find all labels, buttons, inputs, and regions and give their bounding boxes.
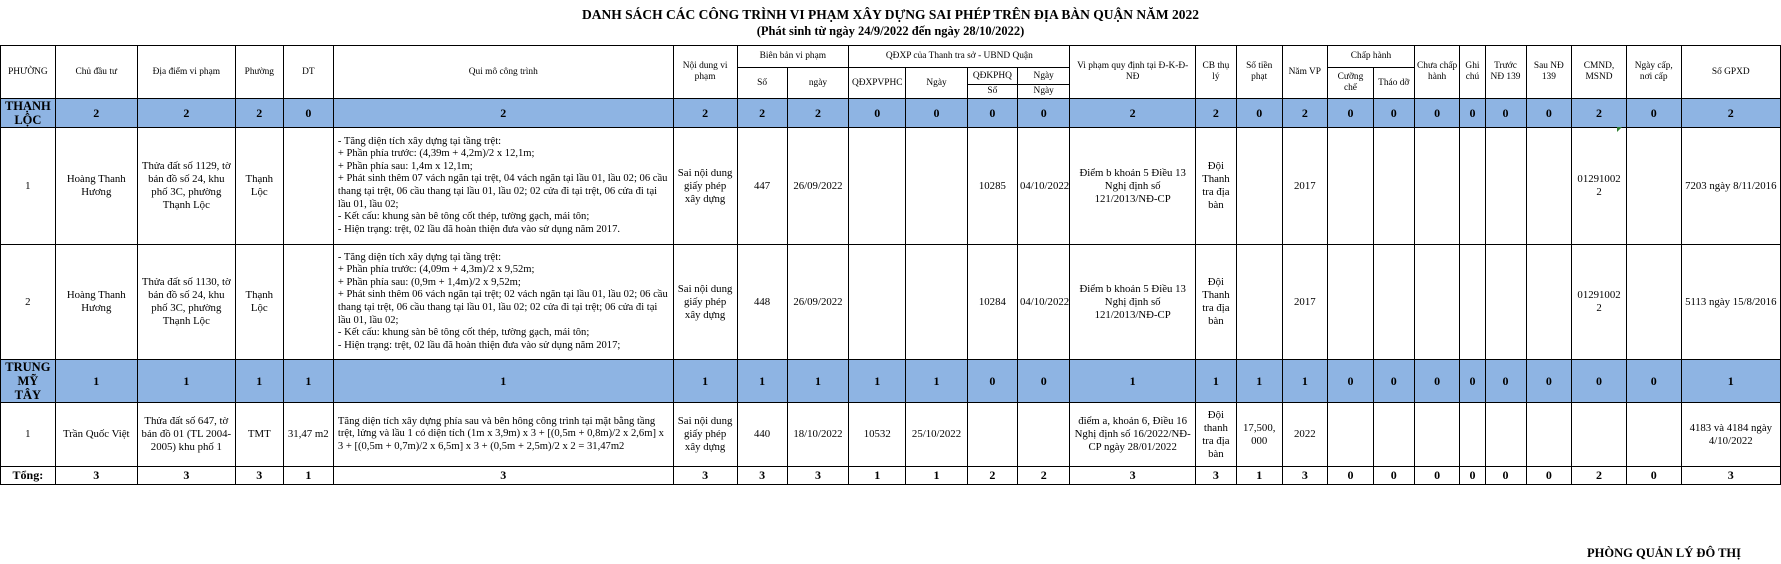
cell-cmnd xyxy=(1572,403,1627,467)
cell-bb-ngay: 26/09/2022 xyxy=(787,128,849,245)
summary-cell: 1 xyxy=(283,360,333,403)
cell-cmnd: 01291002 2 xyxy=(1572,128,1627,245)
total-cell: 3 xyxy=(787,467,849,485)
ward-summary-row xyxy=(1,99,1781,128)
cell-chu-dau-tu: Hoàng Thanh Hương xyxy=(55,128,137,245)
report-heading xyxy=(0,0,1781,44)
cell-vi-pham-qd: Điểm b khoản 5 Điều 13 Nghị định số 121/2013/NĐ-CP xyxy=(1070,245,1195,360)
total-cell: 0 xyxy=(1414,467,1460,485)
cell-qdxp-ngay xyxy=(906,128,968,245)
scale-line: - Tăng diện tích xây dựng tại tầng trệt: xyxy=(337,251,502,263)
header-bien-ban: Biên bản vi phạm xyxy=(737,46,849,68)
cell-nam-vp: 2017 xyxy=(1282,245,1328,360)
cell-dt xyxy=(283,128,333,245)
office-signature: PHÒNG QUẢN LÝ ĐÔ THỊ xyxy=(1587,546,1741,560)
cell-noi-dung: Sai nội dung giấy phép xây dựng xyxy=(673,128,737,245)
summary-cell: 0 xyxy=(1485,360,1526,403)
scale-description xyxy=(333,245,673,360)
cell-so-tien-phat xyxy=(1236,245,1282,360)
header-qdkphq-so: Số xyxy=(967,85,1017,99)
report-subtitle: (Phát sinh từ ngày 24/9/2022 đến ngày 28/10/2022) xyxy=(756,24,1025,38)
summary-cell: 1 xyxy=(137,360,235,403)
cell-qdxpvphc xyxy=(849,128,906,245)
cell-vi-pham-qd: điểm a, khoản 6, Điều 16 Nghị định số 16/2022/NĐ-CP ngày 28/01/2022 xyxy=(1070,403,1195,467)
cell-qdkphq-ngay: 04/10/2022 xyxy=(1017,128,1070,245)
comment-marker xyxy=(1617,127,1622,132)
header-ghi-chu: Ghi chú xyxy=(1460,46,1485,99)
table-body xyxy=(1,99,1781,485)
cell-qdkphq xyxy=(967,403,1017,467)
summary-cell: 0 xyxy=(967,99,1017,128)
summary-cell: 1 xyxy=(906,360,968,403)
row-index: 2 xyxy=(1,245,56,360)
cell-dia-diem: Thửa đất số 647, tờ bản đồ 01 (TL 2004-2005) khu phố 1 xyxy=(137,403,235,467)
summary-cell: 1 xyxy=(333,360,673,403)
header-dt: DT xyxy=(283,46,333,99)
header-so-tien-phat: Số tiền phạt xyxy=(1236,46,1282,99)
summary-cell: 0 xyxy=(1460,360,1485,403)
header-qdxp: QĐXP của Thanh tra sở - UBND Quận xyxy=(849,46,1070,68)
summary-cell: 1 xyxy=(1236,360,1282,403)
cell-sau-nd xyxy=(1526,128,1572,245)
cell-bb-ngay: 26/09/2022 xyxy=(787,245,849,360)
total-cell: 0 xyxy=(1526,467,1572,485)
header-qui-mo: Qui mô công trình xyxy=(333,46,673,99)
cell-thao-do xyxy=(1373,245,1414,360)
header-noi-dung: Nội dung vi phạm xyxy=(673,46,737,99)
scale-line: + Phần phía trước: (4,09m + 4,3m)/2 x 9,52m; xyxy=(337,264,535,276)
summary-cell: 0 xyxy=(1373,99,1414,128)
cell-bb-so: 448 xyxy=(737,245,787,360)
summary-cell: 0 xyxy=(1626,99,1681,128)
ward-name: THẠNH LỘC xyxy=(1,99,56,128)
cell-ngay-cap xyxy=(1626,128,1681,245)
header-qdkphq-ngay: Ngày xyxy=(1017,68,1070,85)
header-qdkphq: QĐKPHQ xyxy=(967,68,1017,85)
cell-noi-dung: Sai nội dung giấy phép xây dựng xyxy=(673,245,737,360)
summary-cell: 2 xyxy=(333,99,673,128)
total-cell: 1 xyxy=(283,467,333,485)
cell-dt xyxy=(283,245,333,360)
cell-chua-chap-hanh xyxy=(1414,403,1460,467)
header-nam-vp: Năm VP xyxy=(1282,46,1328,99)
summary-cell: 1 xyxy=(1070,360,1195,403)
summary-cell: 2 xyxy=(1681,99,1780,128)
total-cell: 2 xyxy=(1572,467,1627,485)
scale-line: - Hiện trạng: trệt, 02 lầu đã hoàn thiện đưa vào sử dụng năm 2017. xyxy=(337,223,621,235)
header-cuong-che: Cưỡng chế xyxy=(1328,68,1374,99)
summary-cell: 0 xyxy=(1460,99,1485,128)
total-cell: 3 xyxy=(137,467,235,485)
scale-line: - Kết cấu: khung sàn bê tông cốt thép, tường gạch, mái tôn; xyxy=(337,327,590,339)
summary-cell: 0 xyxy=(1328,360,1374,403)
cell-phuong: Thạnh Lộc xyxy=(235,245,283,360)
cell-cb-thu-ly: Đội Thanh tra địa bàn xyxy=(1195,128,1236,245)
summary-cell: 0 xyxy=(1485,99,1526,128)
ward-name: TRUNG MỸ TÂY xyxy=(1,360,56,403)
cell-ngay-cap xyxy=(1626,245,1681,360)
table-row xyxy=(1,128,1781,245)
summary-cell: 0 xyxy=(967,360,1017,403)
summary-cell: 0 xyxy=(849,99,906,128)
header-chua-chap-hanh: Chưa chấp hành xyxy=(1414,46,1460,99)
cell-phuong: TMT xyxy=(235,403,283,467)
scale-line: Tăng diện tích xây dựng phía sau và bên hông công trình tại mặt bằng tầng trệt, lửng và lầu 1 có diện tích (1m x 3,9m) x 3 + [(0,5m + 0,8m)/2 x 2,6m] x 3 + [(0,5m + 0,7m)/2 x 6,5m] x 3 + (0,5m + 2,5m)/2 x 2 = 31,47m2 xyxy=(337,415,664,452)
total-cell: 3 xyxy=(737,467,787,485)
summary-cell: 1 xyxy=(1282,360,1328,403)
cell-dt: 31,47 m2 xyxy=(283,403,333,467)
summary-cell: 1 xyxy=(1195,360,1236,403)
total-cell: 1 xyxy=(1236,467,1282,485)
header-ngay-cap: Ngày cấp, nơi cấp xyxy=(1626,46,1681,99)
cell-cuong-che xyxy=(1328,245,1374,360)
cell-truoc-nd xyxy=(1485,403,1526,467)
summary-cell: 0 xyxy=(1414,360,1460,403)
total-cell: 0 xyxy=(1460,467,1485,485)
scale-line: + Phần phía sau: (0,9m + 1,4m)/2 x 9,52m; xyxy=(337,276,521,288)
cell-so-gpxd: 5113 ngày 15/8/2016 xyxy=(1681,245,1780,360)
cell-chu-dau-tu: Trần Quốc Việt xyxy=(55,403,137,467)
table-row xyxy=(1,403,1781,467)
scale-description xyxy=(333,403,673,467)
total-cell: 1 xyxy=(906,467,968,485)
cell-cuong-che xyxy=(1328,403,1374,467)
total-cell: 3 xyxy=(333,467,673,485)
row-index: 1 xyxy=(1,403,56,467)
header-bb-ngay: ngày xyxy=(787,68,849,99)
cell-nam-vp: 2017 xyxy=(1282,128,1328,245)
summary-cell: 2 xyxy=(137,99,235,128)
summary-cell: 0 xyxy=(1526,360,1572,403)
summary-cell: 2 xyxy=(787,99,849,128)
total-cell: 0 xyxy=(1626,467,1681,485)
cell-chua-chap-hanh xyxy=(1414,128,1460,245)
scale-line: + Phát sinh thêm 07 vách ngăn tại trệt, 04 vách ngăn tại lầu 01, lầu 02; 06 cầu thang tại trệt, 06 cầu thang tại lầu 01, lầu 02; 02 cửa đi tại trệt, 06 cửa đi tại lầu 01, lầu 02; xyxy=(337,173,668,210)
scale-line: + Phát sinh thêm 06 vách ngăn tại trệt; 02 vách ngăn tại lầu 01, lầu 02; 06 cầu thang tại trệt, 06 cầu thang tại lầu 01, lầu 02; 02 cửa đi tại trệt; 06 cửa đi tại lầu 01, lầu 02; xyxy=(337,289,668,326)
summary-cell: 0 xyxy=(1572,360,1627,403)
summary-cell: 0 xyxy=(1526,99,1572,128)
violation-table xyxy=(0,45,1781,485)
cell-sau-nd xyxy=(1526,245,1572,360)
summary-cell: 0 xyxy=(283,99,333,128)
cell-qdxpvphc xyxy=(849,245,906,360)
summary-cell: 0 xyxy=(1017,99,1070,128)
cell-nam-vp: 2022 xyxy=(1282,403,1328,467)
cell-chua-chap-hanh xyxy=(1414,245,1460,360)
summary-cell: 0 xyxy=(1017,360,1070,403)
summary-cell: 1 xyxy=(787,360,849,403)
cell-chu-dau-tu: Hoàng Thanh Hương xyxy=(55,245,137,360)
header-dia-diem: Địa điểm vi phạm xyxy=(137,46,235,99)
header-truoc-nd: Trước NĐ 139 xyxy=(1485,46,1526,99)
cell-qdxpvphc: 10532 xyxy=(849,403,906,467)
summary-cell: 1 xyxy=(235,360,283,403)
summary-cell: 2 xyxy=(235,99,283,128)
table-header xyxy=(1,46,1781,99)
header-so-gpxd: Số GPXD xyxy=(1681,46,1780,99)
header-thao-do: Tháo dỡ xyxy=(1373,68,1414,99)
total-cell: 0 xyxy=(1373,467,1414,485)
cell-ghi-chu xyxy=(1460,403,1485,467)
cell-so-gpxd: 7203 ngày 8/11/2016 xyxy=(1681,128,1780,245)
total-cell: 3 xyxy=(673,467,737,485)
cell-dia-diem: Thửa đất số 1129, tờ bản đồ số 24, khu phố 3C, phường Thạnh Lộc xyxy=(137,128,235,245)
cell-cb-thu-ly: Đội Thanh tra địa bàn xyxy=(1195,245,1236,360)
total-cell: 2 xyxy=(1017,467,1070,485)
summary-cell: 1 xyxy=(55,360,137,403)
total-cell: 1 xyxy=(849,467,906,485)
scale-line: - Kết cấu: khung sàn bê tông cốt thép, tường gạch, mái tôn; xyxy=(337,211,590,223)
header-phuong-col: PHƯỜNG xyxy=(1,46,56,99)
summary-cell: 1 xyxy=(737,360,787,403)
total-cell: 3 xyxy=(1681,467,1780,485)
scale-description xyxy=(333,128,673,245)
total-label: Tổng: xyxy=(1,467,56,485)
cell-thao-do xyxy=(1373,128,1414,245)
summary-cell: 2 xyxy=(1572,99,1627,128)
total-cell: 3 xyxy=(235,467,283,485)
cell-thao-do xyxy=(1373,403,1414,467)
cell-cb-thu-ly: Đội thanh tra địa bàn xyxy=(1195,403,1236,467)
summary-cell: 2 xyxy=(1282,99,1328,128)
summary-cell: 0 xyxy=(906,99,968,128)
header-vi-pham-qd: Vi phạm quy định tại Đ-K-Đ-NĐ xyxy=(1070,46,1195,99)
summary-cell: 1 xyxy=(849,360,906,403)
ward-summary-row xyxy=(1,360,1781,403)
header-phuong: Phường xyxy=(235,46,283,99)
total-cell: 2 xyxy=(967,467,1017,485)
cell-qdkphq-ngay: 04/10/2022 xyxy=(1017,245,1070,360)
header-qdxpvphc: QĐXPVPHC xyxy=(849,68,906,99)
total-cell: 3 xyxy=(1195,467,1236,485)
header-cmnd: CMND, MSND xyxy=(1572,46,1627,99)
cell-truoc-nd xyxy=(1485,245,1526,360)
cell-cuong-che xyxy=(1328,128,1374,245)
header-qdkphq-ngay2: Ngày xyxy=(1017,85,1070,99)
cell-qdkphq: 10284 xyxy=(967,245,1017,360)
total-cell: 3 xyxy=(1282,467,1328,485)
cell-phuong: Thạnh Lộc xyxy=(235,128,283,245)
cell-dia-diem: Thửa đất số 1130, tờ bản đồ số 24, khu phố 3C, phường Thạnh Lộc xyxy=(137,245,235,360)
total-cell: 3 xyxy=(55,467,137,485)
summary-cell: 2 xyxy=(55,99,137,128)
cell-ghi-chu xyxy=(1460,128,1485,245)
summary-cell: 0 xyxy=(1236,99,1282,128)
cell-so-tien-phat xyxy=(1236,128,1282,245)
row-index: 1 xyxy=(1,128,56,245)
summary-cell: 0 xyxy=(1626,360,1681,403)
total-row xyxy=(1,467,1781,485)
table-row xyxy=(1,245,1781,360)
scale-line: - Hiện trạng: trệt, 02 lầu đã hoàn thiện đưa vào sử dụng năm 2017; xyxy=(337,339,621,351)
total-cell: 0 xyxy=(1485,467,1526,485)
cell-cmnd: 01291002 2 xyxy=(1572,245,1627,360)
header-bb-so: Số xyxy=(737,68,787,99)
summary-cell: 0 xyxy=(1414,99,1460,128)
cell-truoc-nd xyxy=(1485,128,1526,245)
summary-cell: 0 xyxy=(1328,99,1374,128)
cell-qdkphq-ngay xyxy=(1017,403,1070,467)
summary-cell: 1 xyxy=(1681,360,1780,403)
total-cell: 3 xyxy=(1070,467,1195,485)
summary-cell: 1 xyxy=(673,360,737,403)
summary-cell: 2 xyxy=(737,99,787,128)
cell-qdxp-ngay: 25/10/2022 xyxy=(906,403,968,467)
scale-line: - Tăng diện tích xây dựng tại tầng trệt: xyxy=(337,135,502,147)
total-cell: 0 xyxy=(1328,467,1374,485)
cell-bb-ngay: 18/10/2022 xyxy=(787,403,849,467)
cell-qdkphq: 10285 xyxy=(967,128,1017,245)
cell-so-tien-phat: 17,500, 000 xyxy=(1236,403,1282,467)
summary-cell: 2 xyxy=(673,99,737,128)
summary-cell: 0 xyxy=(1373,360,1414,403)
cell-bb-so: 440 xyxy=(737,403,787,467)
summary-cell: 2 xyxy=(1070,99,1195,128)
cell-so-gpxd: 4183 và 4184 ngày 4/10/2022 xyxy=(1681,403,1780,467)
cell-ghi-chu xyxy=(1460,245,1485,360)
cell-bb-so: 447 xyxy=(737,128,787,245)
header-cb-thu-ly: CB thụ lý xyxy=(1195,46,1236,99)
summary-cell: 2 xyxy=(1195,99,1236,128)
cell-noi-dung: Sai nội dung giấy phép xây dựng xyxy=(673,403,737,467)
scale-line: + Phần phía sau: 1,4m x 12,1m; xyxy=(337,160,473,172)
cell-sau-nd xyxy=(1526,403,1572,467)
cell-qdxp-ngay xyxy=(906,245,968,360)
cell-vi-pham-qd: Điểm b khoản 5 Điều 13 Nghị định số 121/2013/NĐ-CP xyxy=(1070,128,1195,245)
header-chu-dau-tu: Chủ đầu tư xyxy=(55,46,137,99)
header-sau-nd: Sau NĐ 139 xyxy=(1526,46,1572,99)
header-qdxp-ngay: Ngày xyxy=(906,68,968,99)
cell-ngay-cap xyxy=(1626,403,1681,467)
scale-line: + Phần phía trước: (4,39m + 4,2m)/2 x 12,1m; xyxy=(337,148,535,160)
header-chap-hanh: Chấp hành xyxy=(1328,46,1415,68)
report-title: DANH SÁCH CÁC CÔNG TRÌNH VI PHẠM XÂY DỰNG SAI PHÉP TRÊN ĐỊA BÀN QUẬN NĂM 2022 xyxy=(581,7,1200,22)
